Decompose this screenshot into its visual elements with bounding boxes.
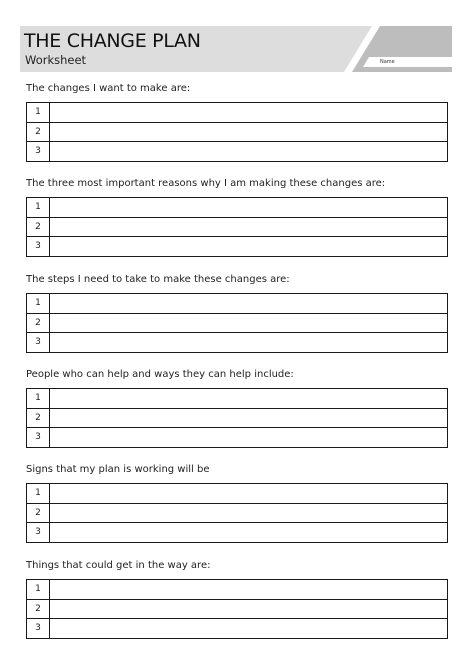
- section-question: The steps I need to take to make these changes are:: [26, 274, 290, 285]
- section-question: Things that could get in the way are:: [26, 560, 211, 571]
- row-number: 1: [27, 294, 50, 314]
- answer-field[interactable]: [50, 389, 448, 409]
- answer-table: [26, 102, 448, 162]
- answer-field[interactable]: [50, 599, 448, 619]
- section-reasons: [26, 178, 448, 257]
- section-question: The three most important reasons why I am making these changes are:: [26, 178, 386, 189]
- answer-field[interactable]: [50, 408, 448, 428]
- table-row: [27, 198, 448, 218]
- row-number: 3: [27, 619, 50, 639]
- answer-table: [26, 197, 448, 257]
- answer-field[interactable]: [50, 580, 448, 600]
- page-subtitle: Worksheet: [25, 53, 87, 67]
- table-row: [27, 484, 448, 504]
- section-signs: [26, 464, 448, 543]
- name-field-label: Name: [380, 59, 395, 65]
- section-question: Signs that my plan is working will be: [26, 464, 210, 475]
- row-number: 1: [27, 484, 50, 504]
- section-obstacles: [26, 560, 448, 639]
- table-row: [27, 408, 448, 428]
- row-number: 3: [27, 333, 50, 353]
- table-row: [27, 217, 448, 237]
- page-title: THE CHANGE PLAN: [24, 30, 201, 52]
- row-number: 1: [27, 103, 50, 123]
- answer-field[interactable]: [50, 103, 448, 123]
- row-number: 3: [27, 523, 50, 543]
- answer-field[interactable]: [50, 333, 448, 353]
- answer-table: [26, 293, 448, 353]
- row-number: 2: [27, 408, 50, 428]
- table-row: [27, 313, 448, 333]
- row-number: 2: [27, 503, 50, 523]
- row-number: 1: [27, 580, 50, 600]
- table-row: [27, 333, 448, 353]
- row-number: 2: [27, 217, 50, 237]
- table-row: [27, 428, 448, 448]
- section-question: The changes I want to make are:: [26, 83, 191, 94]
- section-helpers: [26, 369, 448, 448]
- answer-field[interactable]: [50, 503, 448, 523]
- table-row: [27, 389, 448, 409]
- answer-field[interactable]: [50, 217, 448, 237]
- row-number: 2: [27, 599, 50, 619]
- row-number: 1: [27, 198, 50, 218]
- table-row: [27, 523, 448, 543]
- answer-field[interactable]: [50, 198, 448, 218]
- row-number: 2: [27, 122, 50, 142]
- table-row: [27, 580, 448, 600]
- table-row: [27, 142, 448, 162]
- section-question: People who can help and ways they can help include:: [26, 369, 294, 380]
- table-row: [27, 599, 448, 619]
- table-row: [27, 294, 448, 314]
- table-row: [27, 122, 448, 142]
- row-number: 2: [27, 313, 50, 333]
- table-row: [27, 503, 448, 523]
- answer-field[interactable]: [50, 484, 448, 504]
- answer-field[interactable]: [50, 294, 448, 314]
- answer-table: [26, 388, 448, 448]
- section-changes: [26, 83, 448, 162]
- answer-field[interactable]: [50, 428, 448, 448]
- answer-field[interactable]: [50, 313, 448, 333]
- answer-field[interactable]: [50, 619, 448, 639]
- header-band: [20, 26, 452, 72]
- answer-field[interactable]: [50, 237, 448, 257]
- table-row: [27, 237, 448, 257]
- section-steps: [26, 274, 448, 353]
- row-number: 3: [27, 428, 50, 448]
- answer-field[interactable]: [50, 122, 448, 142]
- answer-table: [26, 483, 448, 543]
- table-row: [27, 619, 448, 639]
- table-row: [27, 103, 448, 123]
- row-number: 3: [27, 237, 50, 257]
- name-field-box: [363, 57, 452, 67]
- answer-table: [26, 579, 448, 639]
- answer-field[interactable]: [50, 523, 448, 543]
- row-number: 1: [27, 389, 50, 409]
- row-number: 3: [27, 142, 50, 162]
- answer-field[interactable]: [50, 142, 448, 162]
